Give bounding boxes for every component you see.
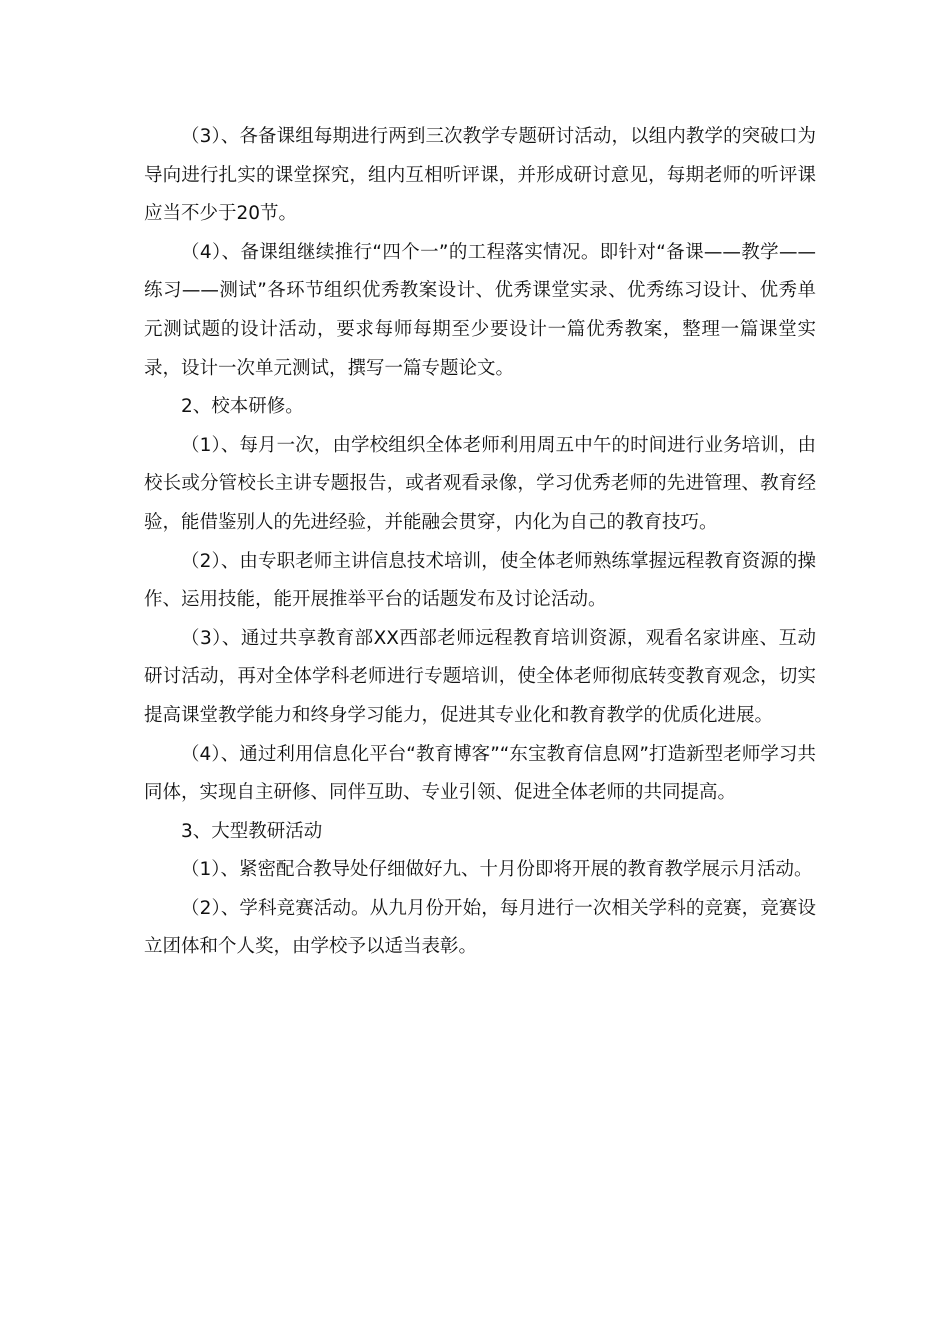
- paragraph-2-subject-competition: （2）、学科竞赛活动。从九月份开始，每月进行一次相关学科的竞赛，竞赛设立团体和个人奖，由学校予以适当表彰。: [144, 897, 816, 958]
- paragraph-1-showcase-month: （1）、紧密配合教导处仔细做好九、十月份即将开展的教育教学展示月活动。: [181, 859, 813, 881]
- paragraph-2-it-training: （2）、由专职老师主讲信息技术培训，使全体老师熟练掌握远程教育资源的操作、运用技能，能开展推举平台的话题发布及讨论活动。: [144, 550, 816, 611]
- section-heading-school-based-training: 2、校本研修。: [181, 396, 304, 418]
- section-heading-major-research-activities: 3、大型教研活动: [181, 820, 323, 842]
- paragraph-4-info-platform: （4）、通过利用信息化平台“教育博客”“东宝教育信息网”打造新型老师学习共同体，实现自主研修、同伴互助、专业引领、促进全体老师的共同提高。: [144, 743, 816, 804]
- paragraph-4-four-ones-project: （4）、备课组继续推行“四个一”的工程落实情况。即针对“备课——教学——练习——测试”各环节组织优秀教案设计、优秀课堂实录、优秀练习设计、优秀单元测试题的设计活动，要求每师每期至少要设计一篇优秀教案，整理一篇课堂实录，设计一次单元测试，撰写一篇专题论文。: [144, 241, 816, 379]
- paragraph-1-monthly-training: （1）、每月一次，由学校组织全体老师利用周五中午的时间进行业务培训，由校长或分管校长主讲专题报告，或者观看录像，学习优秀老师的先进管理、教育经验，能借鉴别人的先进经验，并能融会贯穿，内化为自己的教育技巧。: [144, 434, 816, 533]
- paragraph-3-remote-resources: （3）、通过共享教育部XX西部老师远程教育培训资源，观看名家讲座、互动研讨活动，再对全体学科老师进行专题培训，使全体老师彻底转变教育观念，切实提高课堂教学能力和终身学习能力，促进其专业化和教育教学的优质化进展。: [144, 627, 816, 726]
- document-body: [144, 118, 816, 967]
- paragraph-3-lesson-group-research: （3）、各备课组每期进行两到三次教学专题研讨活动，以组内教学的突破口为导向进行扎实的课堂探究，组内互相听评课，并形成研讨意见，每期老师的听评课应当不少于20节。: [144, 126, 816, 225]
